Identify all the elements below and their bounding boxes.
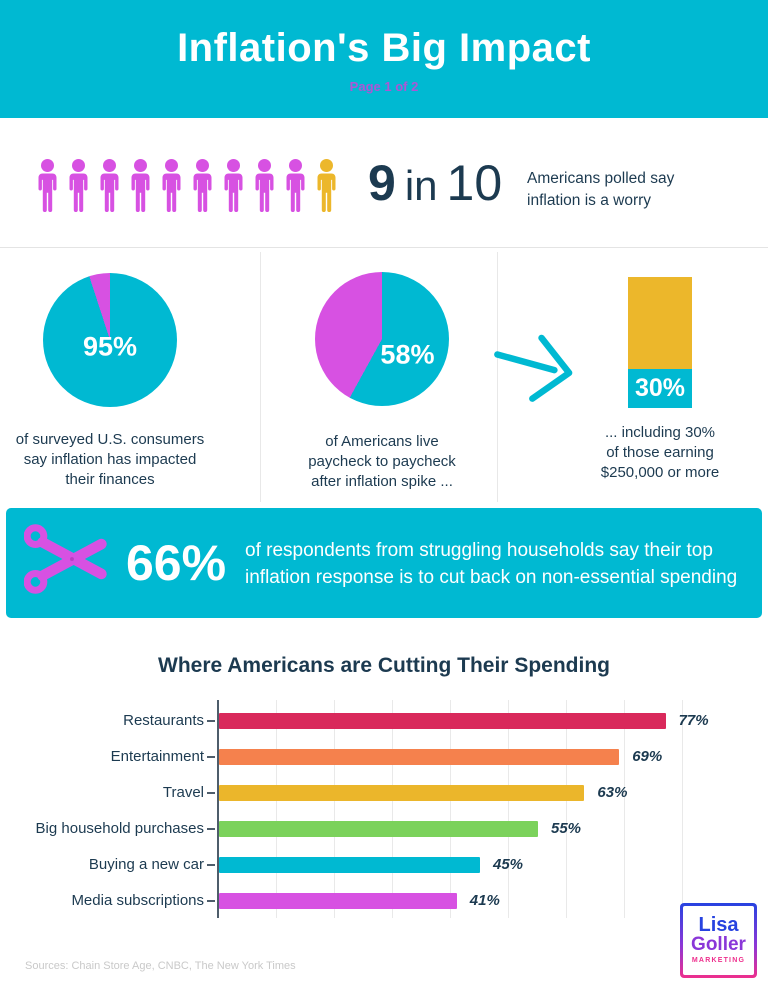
axis-tick	[207, 900, 215, 902]
caption-line: $250,000 or more	[600, 464, 720, 481]
person-icon	[35, 158, 60, 216]
stacked-bar-label: 30%	[634, 373, 686, 402]
stat-word-in: in	[404, 162, 438, 209]
sources-text: Sources: Chain Store Age, CNBC, The New York Times	[25, 960, 296, 972]
gridline	[276, 700, 277, 918]
person-icon	[252, 158, 277, 216]
y-axis-line	[217, 700, 219, 918]
caption-line: after inflation spike ...	[311, 473, 453, 490]
axis-tick	[207, 828, 215, 830]
pie-center-label: 58%	[380, 339, 435, 370]
category-label: Media subscriptions	[71, 892, 204, 909]
cutback-text-line: inflation response is to cut back on non-essential spending	[245, 567, 738, 588]
pie-chart-impacted-finances	[43, 273, 177, 407]
gridline	[682, 700, 683, 918]
person-icon	[128, 158, 153, 216]
gridline	[392, 700, 393, 918]
person-icon	[159, 158, 184, 216]
bar	[219, 821, 538, 837]
vertical-divider	[260, 252, 261, 502]
person-icon	[221, 158, 246, 216]
stat-number-nine: 9	[368, 155, 396, 211]
stacked-bar-caption	[560, 423, 760, 483]
category-label: Buying a new car	[88, 856, 204, 873]
person-icon	[97, 158, 122, 216]
bar	[219, 857, 480, 873]
scissors-icon	[24, 518, 112, 600]
person-icon	[314, 158, 339, 216]
cutback-percentage: 66%	[125, 535, 227, 591]
axis-tick	[207, 756, 215, 758]
stacked-bar-chart	[628, 277, 692, 408]
logo-line-lisa: Lisa	[698, 914, 739, 936]
bar-value-label: 77%	[678, 712, 709, 729]
axis-tick	[207, 864, 215, 866]
logo-line-marketing: MARKETING	[691, 957, 746, 964]
people-pictograph	[35, 158, 339, 216]
stat-number-ten: 10	[446, 155, 503, 211]
bar-value-label: 45%	[493, 856, 524, 873]
pie-center-label: 95%	[82, 331, 138, 362]
axis-tick	[207, 792, 215, 794]
category-label: Entertainment	[110, 748, 204, 765]
caption-line: their finances	[65, 471, 155, 488]
horizontal-divider	[0, 247, 768, 248]
stat-caption	[527, 168, 674, 212]
bar-value-label: 55%	[551, 820, 582, 837]
cutback-text-line: of respondents from struggling households say their top	[245, 540, 713, 561]
brand-logo-inner	[683, 906, 754, 975]
gridline	[566, 700, 567, 918]
caption-line: of surveyed U.S. consumers	[15, 431, 205, 448]
gridline	[624, 700, 625, 918]
pie-chart-paycheck	[315, 272, 449, 406]
caption-line: ... including 30%	[604, 424, 716, 441]
cutback-text	[245, 537, 745, 591]
caption-line: of Americans live	[325, 433, 439, 450]
caption-line: say inflation has impacted	[23, 451, 197, 468]
person-icon	[190, 158, 215, 216]
bar	[219, 893, 457, 909]
spending-chart-title: Where Americans are Cutting Their Spending	[158, 654, 610, 677]
category-label: Travel	[162, 784, 204, 801]
bar-value-label: 69%	[632, 748, 663, 765]
brand-logo	[680, 903, 757, 978]
category-label: Restaurants	[123, 712, 204, 729]
axis-tick	[207, 720, 215, 722]
logo-line-goller: Goller	[691, 934, 746, 955]
pie-caption	[262, 432, 502, 492]
spending-bar-chart	[0, 692, 768, 924]
stat-caption-line: Americans polled say	[527, 170, 675, 187]
caption-line: paycheck to paycheck	[308, 453, 456, 470]
caption-line: of those earning	[606, 444, 714, 461]
gridline	[450, 700, 451, 918]
bar-value-label: 41%	[469, 892, 500, 909]
person-icon	[66, 158, 91, 216]
stacked-bar-bottom-segment	[628, 369, 692, 408]
big-stat-value	[368, 154, 518, 212]
arrow-right-icon	[490, 314, 582, 406]
bar	[219, 749, 619, 765]
page-title: Inflation's Big Impact	[177, 26, 591, 70]
stacked-bar-top-segment	[628, 277, 692, 369]
gridline	[508, 700, 509, 918]
bar	[219, 713, 666, 729]
bar-value-label: 63%	[597, 784, 628, 801]
stat-caption-line: inflation is a worry	[527, 192, 652, 209]
page-indicator: Page 1 of 2	[349, 79, 419, 94]
pie-caption	[0, 430, 220, 490]
category-label: Big household purchases	[35, 820, 204, 837]
gridline	[334, 700, 335, 918]
bar	[219, 785, 584, 801]
header	[0, 0, 768, 118]
person-icon	[283, 158, 308, 216]
